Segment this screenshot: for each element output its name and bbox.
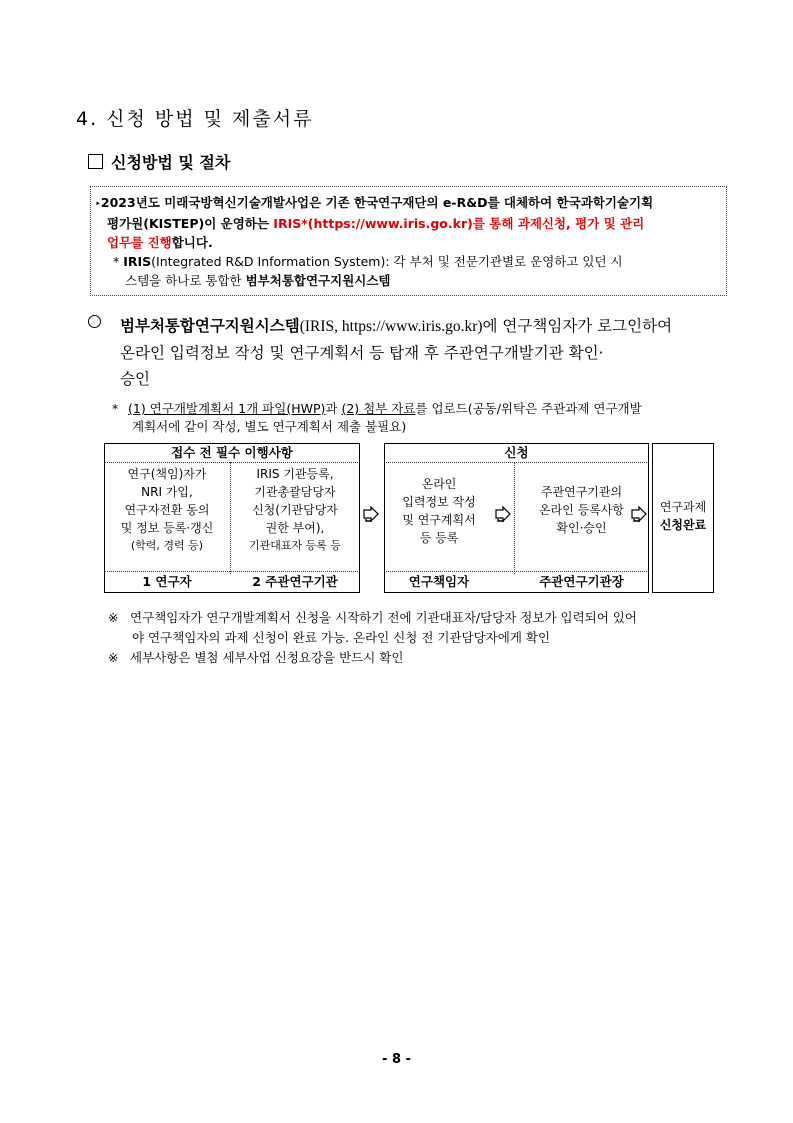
flow-final-line-1: 연구과제 bbox=[659, 500, 707, 514]
flow-group-apply-header: 신청 bbox=[504, 445, 529, 460]
star-note-line-1: * (1) 연구개발계획서 1개 파일(HWP)과 (2) 첨부 자료를 업로드(공동/위탁은 주관과제 연구개발 bbox=[112, 401, 642, 416]
flow-final-text bbox=[652, 498, 714, 534]
circle-item-line-1: 범부처통합연구지원시스템(IRIS, https://www.iris.go.kr)에 연구책임자가 로그인하여 bbox=[120, 317, 673, 335]
flow-col-line: 입력정보 작성 bbox=[402, 495, 476, 509]
flow-col-online-input bbox=[384, 475, 494, 547]
flow-col-line: 확인·승인 bbox=[556, 521, 607, 535]
flow-col-line: 주관연구기관의 bbox=[540, 485, 623, 499]
iris-link-text: IRIS*(https://www.iris.go.kr)를 통해 과제신청, 평가 및 관리 bbox=[273, 216, 645, 231]
flow-col-researcher bbox=[104, 465, 230, 555]
notes bbox=[108, 608, 748, 668]
flow-col-line: 권한 부여), bbox=[265, 521, 325, 535]
flow-col-line: (학력, 경력 등) bbox=[130, 539, 204, 552]
divider bbox=[384, 571, 649, 572]
star-note bbox=[112, 400, 732, 436]
notice-line-2: 평가원(KISTEP)이 운영하는 IRIS*(https://www.iris.go.kr)를 통해 과제신청, 평가 및 관리 bbox=[107, 216, 645, 231]
flow-col-line: NRI 가입, bbox=[141, 485, 193, 499]
circle-item-line-2: 온라인 입력정보 작성 및 연구계획서 등 탑재 후 주관연구개발기관 확인· bbox=[120, 344, 604, 362]
section-title: 4. 신청 방법 및 제출서류 bbox=[76, 108, 314, 130]
flow-col-institution bbox=[230, 465, 360, 555]
page-number: - 8 - bbox=[382, 1052, 411, 1067]
circle-item-line-3: 승인 bbox=[120, 370, 150, 388]
notice-line-3: 업무를 진행합니다. bbox=[107, 235, 213, 250]
process-flow-diagram bbox=[104, 443, 714, 593]
notice-line-1: ‣2023년도 미래국방혁신기술개발사업은 기존 한국연구재단의 e-R&D를 대체하여 한국과학기술기획 bbox=[95, 195, 654, 210]
divider bbox=[384, 462, 649, 463]
subsection-title-text: 신청방법 및 절차 bbox=[111, 153, 231, 172]
flow-col-line: 연구(책임)자가 bbox=[127, 467, 207, 481]
note-2: ※ 세부사항은 별첨 세부사업 신청요강을 반드시 확인 bbox=[108, 650, 404, 665]
flow-col-line: 온라인 bbox=[421, 477, 457, 491]
subsection-title bbox=[88, 150, 230, 173]
notice-footnote: * IRIS(Integrated R&D Information System): 각 부처 및 전문기관별로 운영하고 있던 시 bbox=[113, 254, 623, 269]
flow-footer-institution: 2 주관연구기관 bbox=[252, 574, 338, 589]
bullet-icon: ‣ bbox=[95, 199, 101, 210]
flow-footer-head: 주관연구기관장 bbox=[539, 574, 624, 589]
flow-group-prereq-header: 접수 전 필수 이행사항 bbox=[171, 445, 293, 460]
flow-footer-pi: 연구책임자 bbox=[408, 574, 470, 589]
checkbox-square-icon bbox=[88, 154, 103, 169]
star-note-line-2: 계획서에 같이 작성, 별도 연구계획서 제출 불필요) bbox=[132, 419, 407, 434]
flow-col-line: 신청(기관담당자 bbox=[252, 503, 338, 517]
flow-final-line-2: 신청완료 bbox=[659, 518, 707, 532]
notice-box bbox=[90, 186, 727, 296]
note-1: ※ 연구책임자가 연구개발계획서 신청을 시작하기 전에 기관대표자/담당자 정보가 입력되어 있어 bbox=[108, 610, 637, 625]
divider bbox=[104, 571, 360, 572]
flow-col-line: 기관총괄담당자 bbox=[254, 485, 336, 499]
flow-col-line: 등 등록 bbox=[419, 531, 459, 545]
circle-bullet-icon bbox=[88, 315, 101, 328]
flow-col-line: 기관대표자 등록 등 bbox=[248, 539, 341, 552]
divider bbox=[104, 462, 360, 463]
notice-footnote-line-2: 스템을 하나로 통합한 범부처통합연구지원시스템 bbox=[125, 273, 391, 288]
arrow-right-icon bbox=[494, 505, 512, 523]
flow-col-line: 연구자전환 동의 bbox=[124, 503, 210, 517]
arrow-right-icon bbox=[630, 505, 648, 523]
flow-col-line: 온라인 등록사항 bbox=[539, 503, 624, 517]
note-1-line-2: 야 연구책임자의 과제 신청이 완료 가능. 온라인 신청 전 기관담당자에게 확인 bbox=[132, 630, 551, 645]
flow-col-line: 및 정보 등록·갱신 bbox=[120, 521, 214, 535]
circle-item bbox=[88, 313, 728, 392]
flow-col-line: IRIS 기관등록, bbox=[256, 467, 334, 481]
flow-col-line: 및 연구계획서 bbox=[402, 513, 476, 527]
arrow-right-icon bbox=[362, 505, 380, 523]
flow-footer-researcher: 1 연구자 bbox=[142, 574, 192, 589]
flow-col-approve bbox=[514, 483, 649, 537]
